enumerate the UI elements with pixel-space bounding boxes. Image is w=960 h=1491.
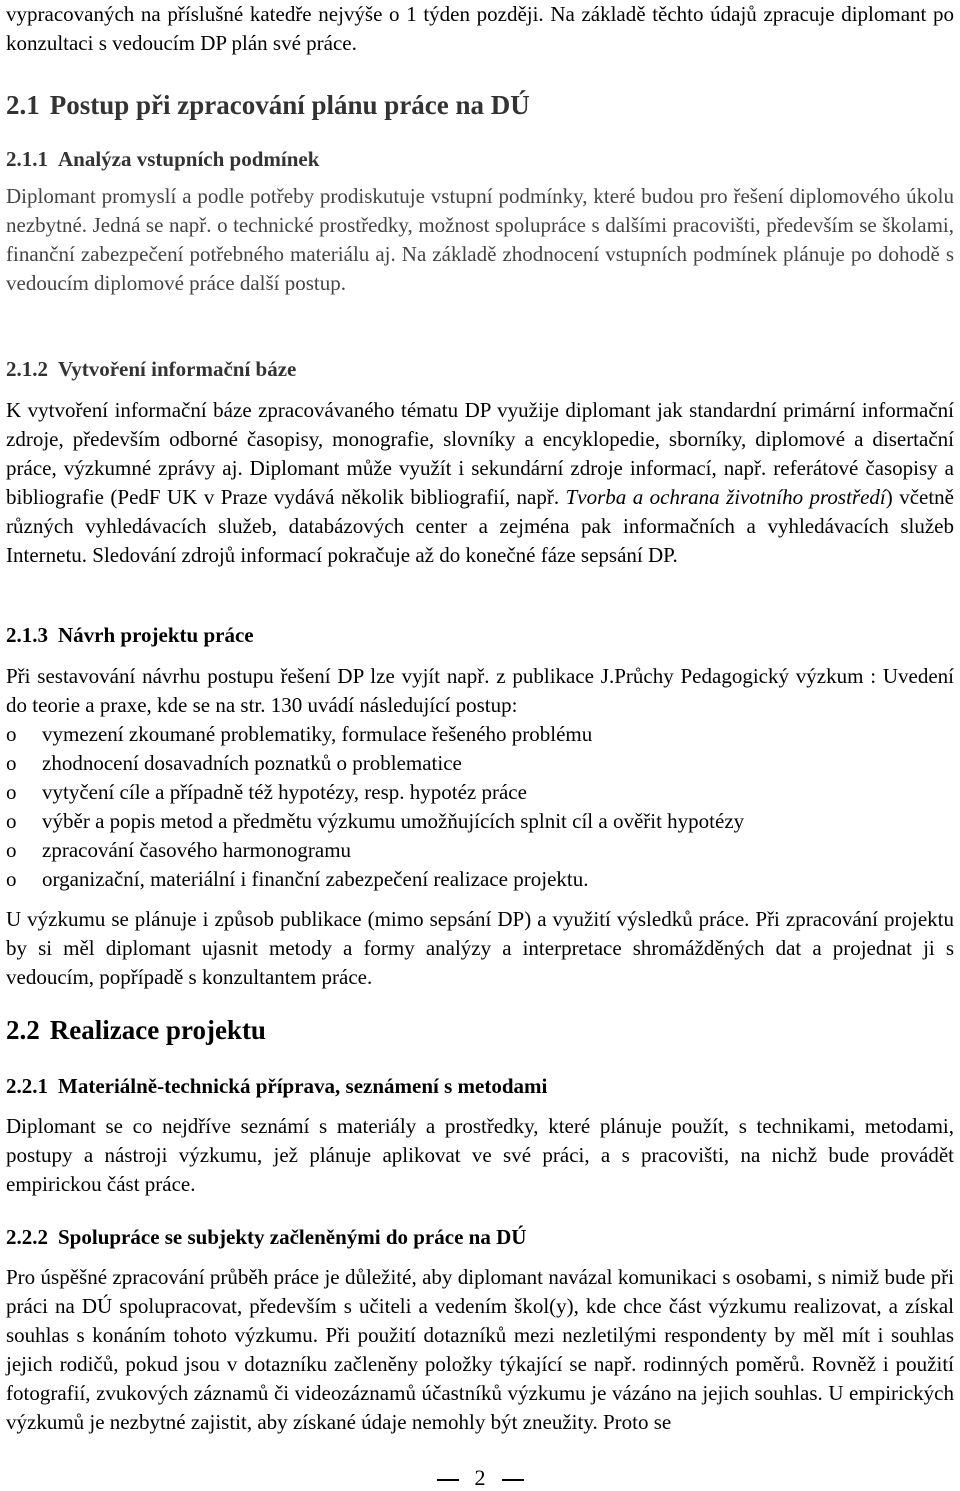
footer-dash-left <box>437 1479 459 1481</box>
subsection-heading <box>6 1072 954 1100</box>
subsection-title: Vytvoření informační báze <box>58 357 297 381</box>
section-heading <box>6 88 954 122</box>
list-item-text: vymezení zkoumané problematiky, formulace řešeného problému <box>42 722 593 746</box>
bullet-marker: o <box>6 722 17 746</box>
subsection-title: Analýza vstupních podmínek <box>58 147 320 171</box>
list-item <box>6 807 954 836</box>
subsection-number: 2.2.2 <box>6 1225 48 1249</box>
section-heading <box>6 1013 954 1047</box>
list-item-text: zpracování časového harmonogramu <box>42 838 352 862</box>
subsection-paragraph <box>6 396 954 570</box>
list-item <box>6 836 954 865</box>
subsection-paragraph: Pro úspěšné zpracování průběh práce je důležité, aby diplomant navázal komunikaci s osobami, s nimiž bude při práci na DÚ spolupracovat, především s učiteli a vedením škol(y), kde chce část výzkumu realizovat, a získal souhlas s konáním tohoto výzkumu. Při použití dotazníků mezi nezletilými respondenty by měl mít i souhlas jejich rodičů, pokud jsou v dotazníku začleněny položky týkající se např. rodinných poměrů. Rovněž i použití fotografií, zvukových záznamů či videozáznamů účastníků výzkumu je vázáno na jejich souhlas. U empirických výzkumů je nezbytné zajistit, aby získané údaje nemohly být zneužity. Proto se <box>6 1265 954 1434</box>
bullet-marker: o <box>6 867 17 891</box>
bullet-marker: o <box>6 838 17 862</box>
subsection-heading <box>6 355 954 383</box>
section-2-2-1 <box>6 1072 954 1199</box>
bullet-marker: o <box>6 780 17 804</box>
procedure-list <box>6 720 954 894</box>
list-item <box>6 749 954 778</box>
section-2-1-1 <box>6 145 954 298</box>
bibliography-title: Tvorba a ochrana životního prostředí <box>565 485 886 509</box>
list-item <box>6 865 954 894</box>
subsection-title: Spolupráce se subjekty začleněnými do práce na DÚ <box>58 1225 527 1249</box>
subsection-heading <box>6 145 954 173</box>
section-2-2-2 <box>6 1223 954 1437</box>
section-title: Postup při zpracování plánu práce na DÚ <box>49 90 530 120</box>
subsection-number: 2.2.1 <box>6 1074 48 1098</box>
subsection-heading <box>6 1223 954 1251</box>
page-footer <box>6 1465 954 1491</box>
subsection-paragraph: Diplomant se co nejdříve seznámí s materiály a prostředky, které plánuje použít, s technikami, metodami, postupy a nástroji výzkumu, jež plánuje aplikovat ve své práci, a s pracovišti, na nichž bude provádět empirickou část práce. <box>6 1114 954 1196</box>
section-number: 2.2 <box>6 1015 40 1045</box>
bullet-marker: o <box>6 751 17 775</box>
subsection-number: 2.1.2 <box>6 357 48 381</box>
subsection-title: Materiálně-technická příprava, seznámení s metodami <box>58 1074 548 1098</box>
section-2-1 <box>6 88 954 122</box>
section-number: 2.1 <box>6 90 40 120</box>
subsection-paragraph: Diplomant promyslí a podle potřeby prodiskutuje vstupní podmínky, které budou pro řešení diplomového úkolu nezbytné. Jedná se např. o technické prostředky, možnost spolupráce s dalšími pracovišti, především se školami, finanční zabezpečení potřebného materiálu aj. Na základě zhodnocení vstupních podmínek plánuje po dohodě s vedoucím diplomové práce další postup. <box>6 184 954 295</box>
list-item <box>6 778 954 807</box>
subsection-heading <box>6 621 954 649</box>
subsection-number: 2.1.3 <box>6 623 48 647</box>
section-2-2 <box>6 1013 954 1047</box>
section-2-1-2 <box>6 355 954 570</box>
paragraph-text-before: K vytvoření informační báze zpracovávaného tématu DP využije diplomant jak standardní primární informační zdroje, především odborné časopisy, monografie, slovníky a encyklopedie, sborníky, diplomové a disertační práce, výzkumné zprávy aj. Diplomant může využít i sekundární zdroje informací, např. referátové časopisy a bibliografie (PedF UK v Praze vydává několik bibliografií, např. <box>6 398 954 509</box>
subsection-title: Návrh projektu práce <box>58 623 254 647</box>
subsection-number: 2.1.1 <box>6 147 48 171</box>
section-2-1-3 <box>6 621 954 992</box>
list-item-text: organizační, materiální i finanční zabezpečení realizace projektu. <box>42 867 589 891</box>
list-item-text: výběr a popis metod a předmětu výzkumu umožňujících splnit cíl a ověřit hypotézy <box>42 809 745 833</box>
paragraph-text-after: ) včetně různých vyhledávacích služeb, databázových center a zejména pak informačních a vyhledávacích služeb Internetu. Sledování zdrojů informací pokračuje až do konečné fáze sepsání DP. <box>6 485 955 567</box>
intro-block <box>6 0 954 58</box>
top-paragraph: vypracovaných na příslušné katedře nejvýše o 1 týden později. Na základě těchto údajů zpracuje diplomant po konzultaci s vedoucím DP plán své práce. <box>6 2 954 55</box>
list-item <box>6 720 954 749</box>
page-number: 2 <box>474 1465 486 1490</box>
subsection-outro: U výzkumu se plánuje i způsob publikace (mimo sepsání DP) a využití výsledků práce. Při zpracování projektu by si měl diplomant ujasnit metody a formy analýzy a interpretace shromážděných dat a projednat ji s vedoucím, popřípadě s konzultantem práce. <box>6 907 954 989</box>
section-title: Realizace projektu <box>49 1015 266 1045</box>
list-item-text: zhodnocení dosavadních poznatků o problematice <box>42 751 462 775</box>
footer-dash-right <box>502 1479 524 1481</box>
subsection-intro: Při sestavování návrhu postupu řešení DP lze vyjít např. z publikace J.Průchy Pedagogický výzkum : Uvedení do teorie a praxe, kde se na str. 130 uvádí následující postup: <box>6 664 954 717</box>
bullet-marker: o <box>6 809 17 833</box>
list-item-text: vytyčení cíle a případně též hypotézy, resp. hypotéz práce <box>42 780 527 804</box>
